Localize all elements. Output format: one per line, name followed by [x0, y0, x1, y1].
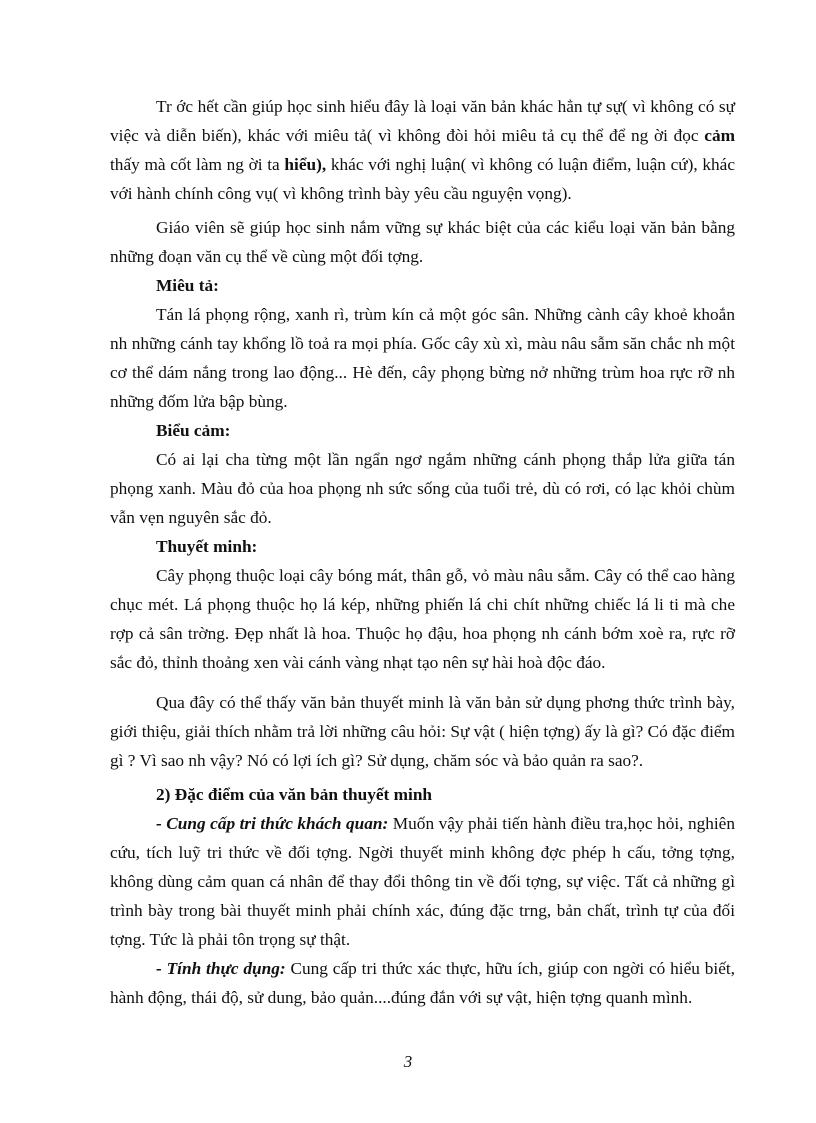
thuyet-minh-paragraph: Cây phọng thuộc loại cây bóng mát, thân gỗ, vỏ màu nâu sẫm. Cây có thể cao hàng chục mét. Lá phọng thuộc họ lá kép, những phiến lá chi chít những chiếc lá li ti mà che rợp cả sân trờng. Đẹp nhất là hoa. Thuộc họ đậu, hoa phọng nh cánh bớm xoè ra, rực rỡ sắc đỏ, thỉnh thoảng xen vài cánh vàng nhạt tạo nên sự hài hoà độc đáo. — [110, 566, 735, 672]
intro-paragraph-2: Giáo viên sẽ giúp học sinh nắm vững sự khác biệt của các kiểu loại văn bản bằng những đoạn văn cụ thể về cùng một đối tợng. — [110, 218, 735, 266]
intro-text-a: Tr ớc hết cần giúp học sinh hiểu đây là loại văn bản khác hẳn tự sự( vì không có sự việc và diễn biến), khác với miêu tả( vì không đòi hỏi miêu tả cụ thể để ng ời đọc — [110, 97, 735, 145]
summary-paragraph: Qua đây có thể thấy văn bản thuyết minh là văn bản sử dụng phơng thức trình bày, giới thiệu, giải thích nhằm trả lời những câu hỏi: Sự vật ( hiện tợng) ấy là gì? Có đặc điểm gì ? Vì sao nh vậy? Nó có lợi ích gì? Sử dụng, chăm sóc và bảo quản ra sao?. — [110, 693, 735, 770]
bieu-cam-paragraph: Có ai lại cha từng một lần ngẩn ngơ ngắm những cánh phọng thắp lửa giữa tán phọng xanh. Màu đỏ của hoa phọng nh sức sống của tuổi trẻ, dù có rơi, có lạc khỏi chùm vẫn vẹn nguyên sắc đỏ. — [110, 450, 735, 527]
intro-bold-hieu: hiểu), — [284, 155, 327, 174]
intro-paragraph-1 — [110, 92, 735, 208]
feature-item-2 — [110, 954, 735, 1012]
feature-item-1 — [110, 809, 735, 954]
mieu-ta-paragraph: Tán lá phọng rộng, xanh rì, trùm kín cả một góc sân. Những cành cây khoẻ khoắn nh những cánh tay khổng lồ toả ra mọi phía. Gốc cây xù xì, màu nâu sẫm săn chắc nh một cơ thể dám nắng trong lao động... Hè đến, cây phọng bừng nở những trùm hoa rực rỡ nh những đốm lửa bập bùng. — [110, 305, 735, 411]
section-2-heading: 2) Đặc điểm của văn bản thuyết minh — [156, 785, 433, 804]
intro-text-c: thấy mà cốt làm ng ời ta — [110, 155, 285, 174]
thuyet-minh-heading: Thuyết minh: — [156, 537, 258, 556]
page-number: 3 — [403, 1052, 413, 1071]
bieu-cam-heading: Biểu cảm: — [156, 421, 231, 440]
feature-item-2-text: Cung cấp tri thức xác thực, hữu ích, giúp con ngời có hiểu biết, hành động, thái độ, sử dung, bảo quản....đúng đắn với sự vật, hiện tợng quanh mình. — [110, 959, 735, 1007]
intro-text-d: khác với nghị luận( vì không có luận điểm, luận cứ), khác với hành chính công vụ( vì không trình bày yêu cầu nguyện vọng). — [110, 155, 735, 203]
feature-item-1-text: Muốn vậy phải tiến hành điều tra,học hỏi, nghiên cứu, tích luỹ tri thức về đối tợng. Ngời thuyết minh không đợc phép h cấu, tởng tợng, không dùng cảm quan cá nhân để thay đổi thông tin về đối tợng, sự việc. Tất cả những gì trình bày trong bài thuyết minh phải chính xác, đúng đặc trng, bản chất, trình tự của đối tợng. Tức là phải tôn trọng sự thật. — [110, 814, 735, 949]
feature-item-2-term: - Tính thực dụng: — [156, 959, 286, 978]
page-body — [110, 92, 735, 1012]
mieu-ta-heading: Miêu tả: — [156, 276, 219, 295]
intro-bold-cam: cảm — [704, 126, 735, 145]
feature-item-1-term: - Cung cấp tri thức khách quan: — [156, 814, 389, 833]
